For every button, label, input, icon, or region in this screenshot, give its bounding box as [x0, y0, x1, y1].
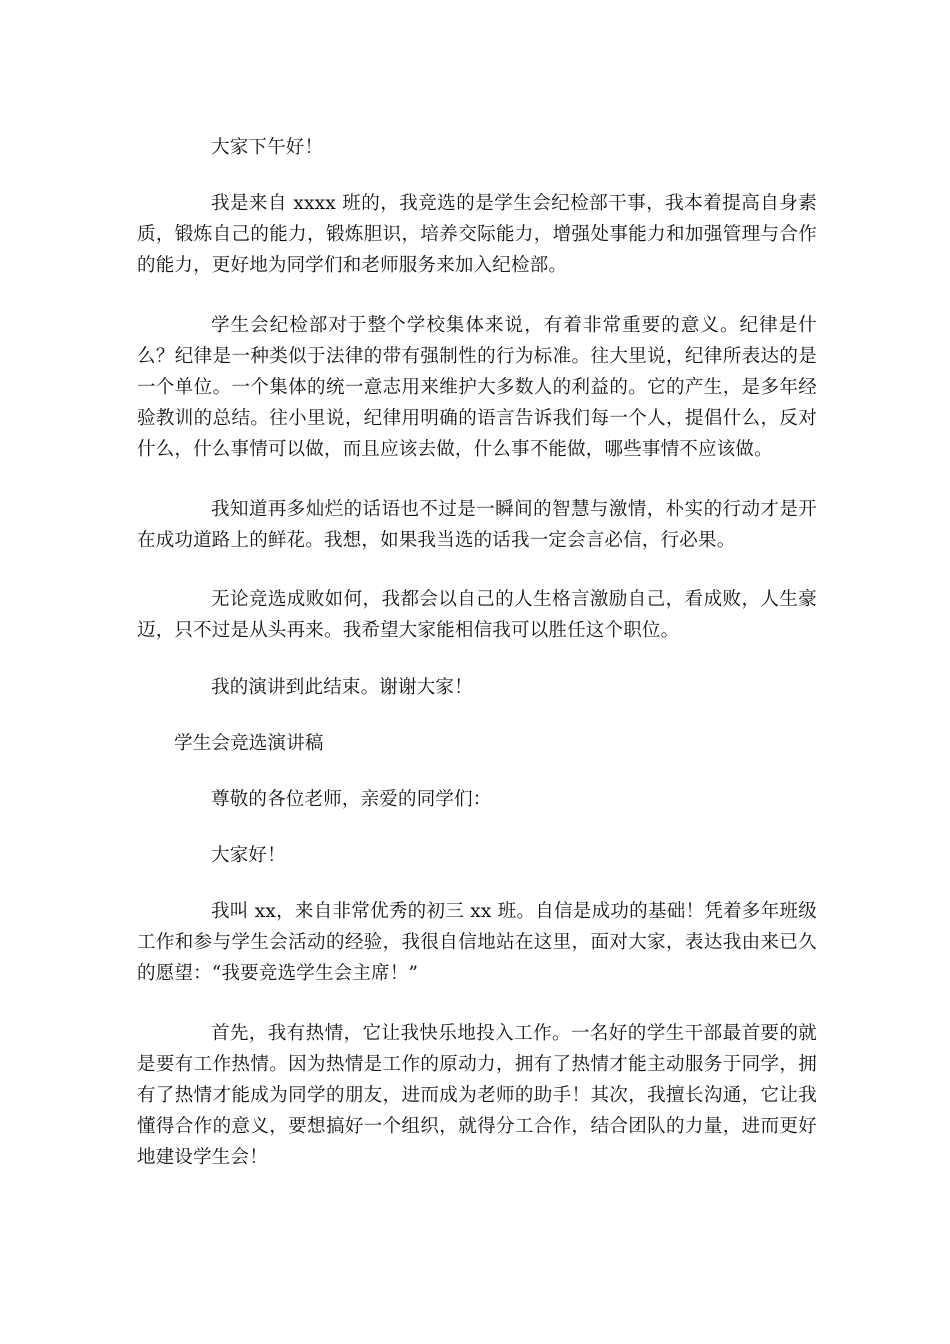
- greeting-hello: 大家好！: [211, 845, 286, 866]
- paragraph-closing: 我的演讲到此结束。谢谢大家！: [211, 677, 473, 698]
- paragraph-action: 我知道再多灿烂的话语也不过是一瞬间的智慧与激情，朴实的行动才是开在成功道路上的鲜花。我想，如果我当选的话我一定会言必信，行必果。: [137, 499, 817, 551]
- greeting-afternoon: 大家下午好！: [211, 137, 324, 158]
- paragraph-introduction: 我是来自 xxxx 班的，我竞选的是学生会纪检部干事，我本着提高自身素质，锻炼自己的能力，锻炼胆识，培养交际能力，增强处事能力和加强管理与合作的能力，更好地为同学们和老师服务来加入纪检部。: [137, 193, 817, 276]
- paragraph-self-intro: 我叫 xx，来自非常优秀的初三 xx 班。自信是成功的基础！凭着多年班级工作和参与学生会活动的经验，我很自信地站在这里，面对大家，表达我由来已久的愿望：“我要竞选学生会主席！”: [137, 901, 817, 984]
- salutation: 尊敬的各位老师，亲爱的同学们：: [211, 789, 492, 810]
- paragraph-discipline-meaning: 学生会纪检部对于整个学校集体来说，有着非常重要的意义。纪律是什么？纪律是一种类似于法律的带有强制性的行为标准。往大里说，纪律所表达的是一个单位。一个集体的统一意志用来维护大多数人的利益的。它的产生，是多年经验教训的总结。往小里说，纪律用明确的语言告诉我们每一个人，提倡什么，反对什么，什么事情可以做，而且应该去做，什么事不能做，哪些事情不应该做。: [137, 315, 817, 460]
- section-title: 学生会竞选演讲稿: [174, 733, 324, 754]
- paragraph-passion: 首先，我有热情，它让我快乐地投入工作。一名好的学生干部最首要的就是要有工作热情。因为热情是工作的原动力，拥有了热情才能主动服务于同学，拥有了热情才能成为同学的朋友，进而成为老师的助手！其次，我擅长沟通，它让我懂得合作的意义，要想搞好一个组织，就得分工合作，结合团队的力量，进而更好地建设学生会！: [137, 1023, 817, 1168]
- paragraph-motto: 无论竞选成败如何，我都会以自己的人生格言激励自己，看成败，人生豪迈，只不过是从头再来。我希望大家能相信我可以胜任这个职位。: [137, 589, 817, 641]
